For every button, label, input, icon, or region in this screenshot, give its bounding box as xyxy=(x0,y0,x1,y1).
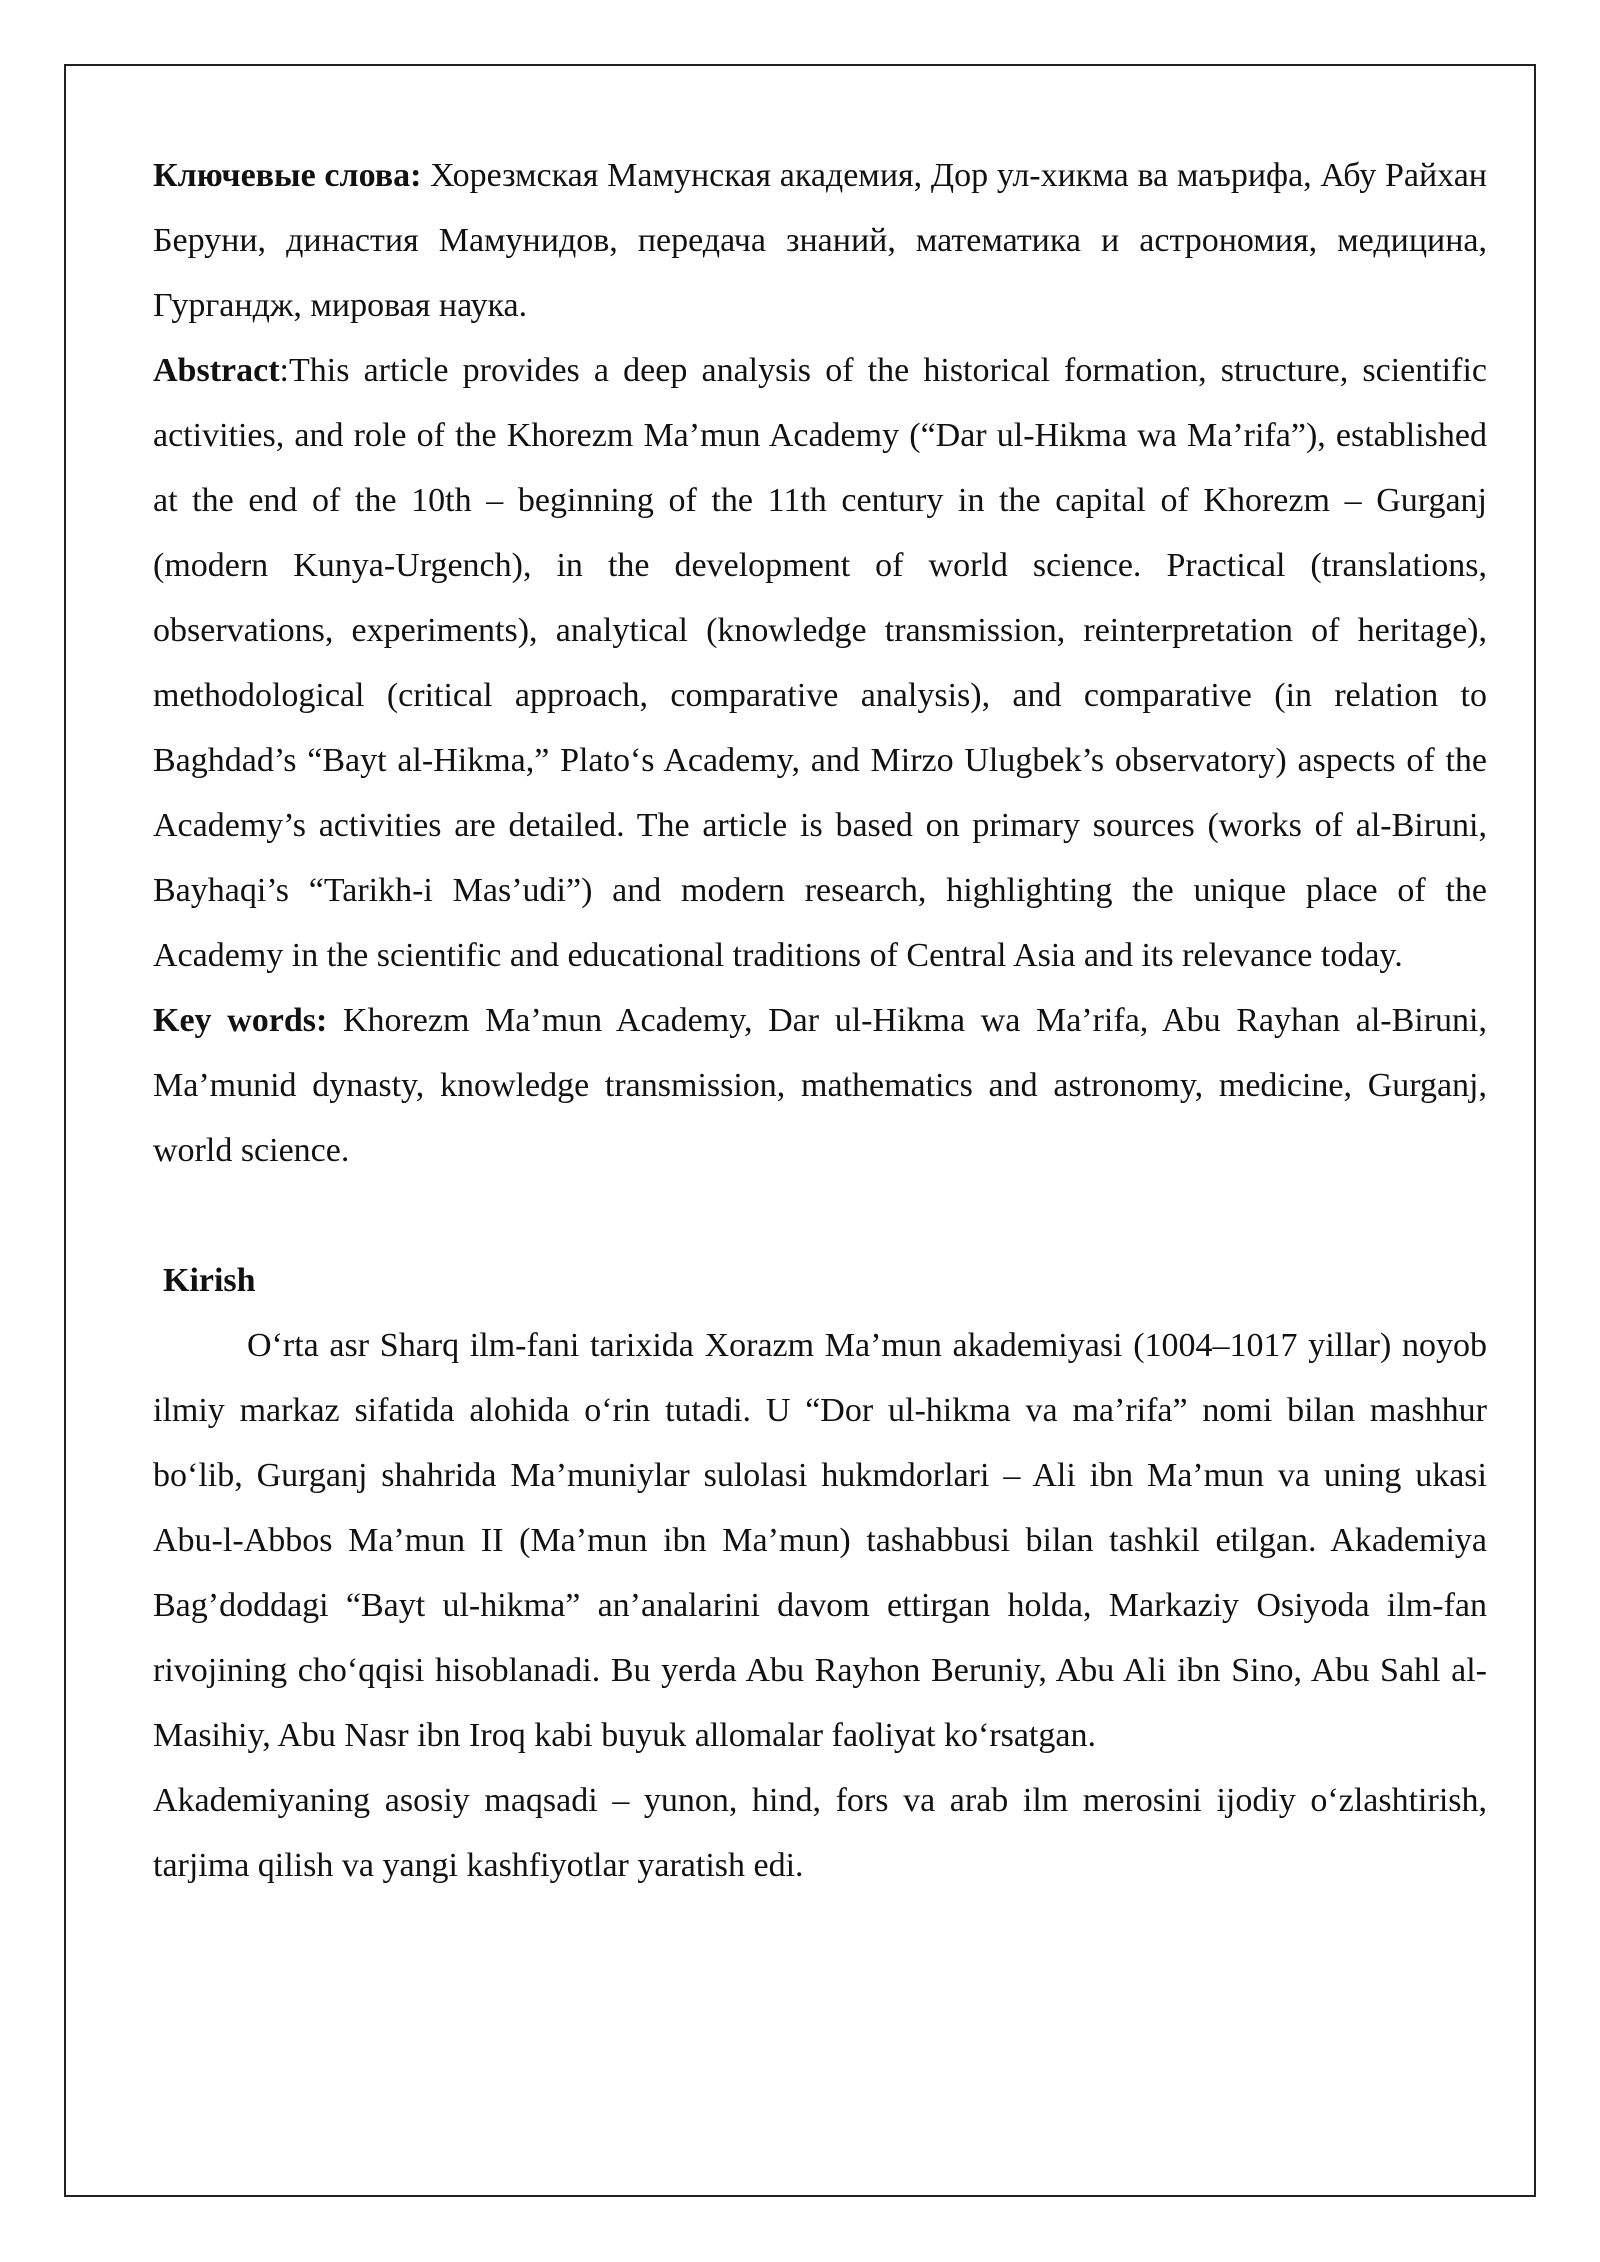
keywords-russian-text: Хорезмская Мамунская академия, Дор ул-хикма ва маърифа, Абу Райхан Беруни, династия Мамунидов, передача знаний, математика и астрономия, медицина, Гургандж, мировая наука. xyxy=(153,157,1487,324)
intro-paragraph-1: O‘rta asr Sharq ilm-fani tarixida Xorazm Ma’mun akademiyasi (1004–1017 yillar) noyob ilmiy markaz sifatida alohida o‘rin tutadi. U “Dor ul-hikma va ma’rifa” nomi bilan mashhur bo‘lib, Gurganj shahrida Ma’muniylar sulolasi hukmdorlari – Ali ibn Ma’mun va uning ukasi Abu-l-Abbos Ma’mun II (Ma’mun ibn Ma’mun) tashabbusi bilan tashkil etilgan. Akademiya Bag’doddagi “Bayt ul-hikma” an’analarini davom ettirgan holda, Markaziy Osiyoda ilm-fan rivojining cho‘qqisi hisoblanadi. Bu yerda Abu Rayhon Beruniy, Abu Ali ibn Sino, Abu Sahl al-Masihiy, Abu Nasr ibn Iroq kabi buyuk allomalar faoliyat ko‘rsatgan. xyxy=(153,1327,1487,1754)
keywords-english-label: Key words: xyxy=(153,1002,328,1039)
keywords-russian xyxy=(153,143,1487,338)
abstract-text: :This article provides a deep analysis of the historical formation, structure, scientific activities, and role of the Khorezm Ma’mun Academy (“Dar ul-Hikma wa Ma’rifa”), established at the end of the 10th – beginning of the 11th century in the capital of Khorezm – Gurganj (modern Kunya-Urgench), in the development of world science. Practical (translations, observations, experiments), analytical (knowledge transmission, reinterpretation of heritage), methodological (critical approach, comparative analysis), and comparative (in relation to Baghdad’s “Bayt al-Hikma,” Plato‘s Academy, and Mirzo Ulugbek’s observatory) aspects of the Academy’s activities are detailed. The article is based on primary sources (works of al-Biruni, Bayhaqi’s “Tarikh-i Mas’udi”) and modern research, highlighting the unique place of the Academy in the scientific and educational traditions of Central Asia and its relevance today. xyxy=(153,352,1487,974)
section-heading: Kirish xyxy=(163,1262,256,1299)
keywords-russian-label: Ключевые слова: xyxy=(153,157,422,194)
abstract-paragraph xyxy=(153,338,1487,988)
document-body xyxy=(153,143,1487,1898)
keywords-english-text: Khorezm Ma’mun Academy, Dar ul-Hikma wa Ma’rifa, Abu Rayhan al-Biruni, Ma’munid dynasty, knowledge transmission, mathematics and astronomy, medicine, Gurganj, world science. xyxy=(153,1002,1487,1169)
keywords-english xyxy=(153,988,1487,1183)
abstract-label: Abstract xyxy=(153,352,280,389)
intro-paragraph-2: Akademiyaning asosiy maqsadi – yunon, hind, fors va arab ilm merosini ijodiy o‘zlashtirish, tarjima qilish va yangi kashfiyotlar yaratish edi. xyxy=(153,1782,1487,1884)
spacer xyxy=(153,1183,1487,1248)
